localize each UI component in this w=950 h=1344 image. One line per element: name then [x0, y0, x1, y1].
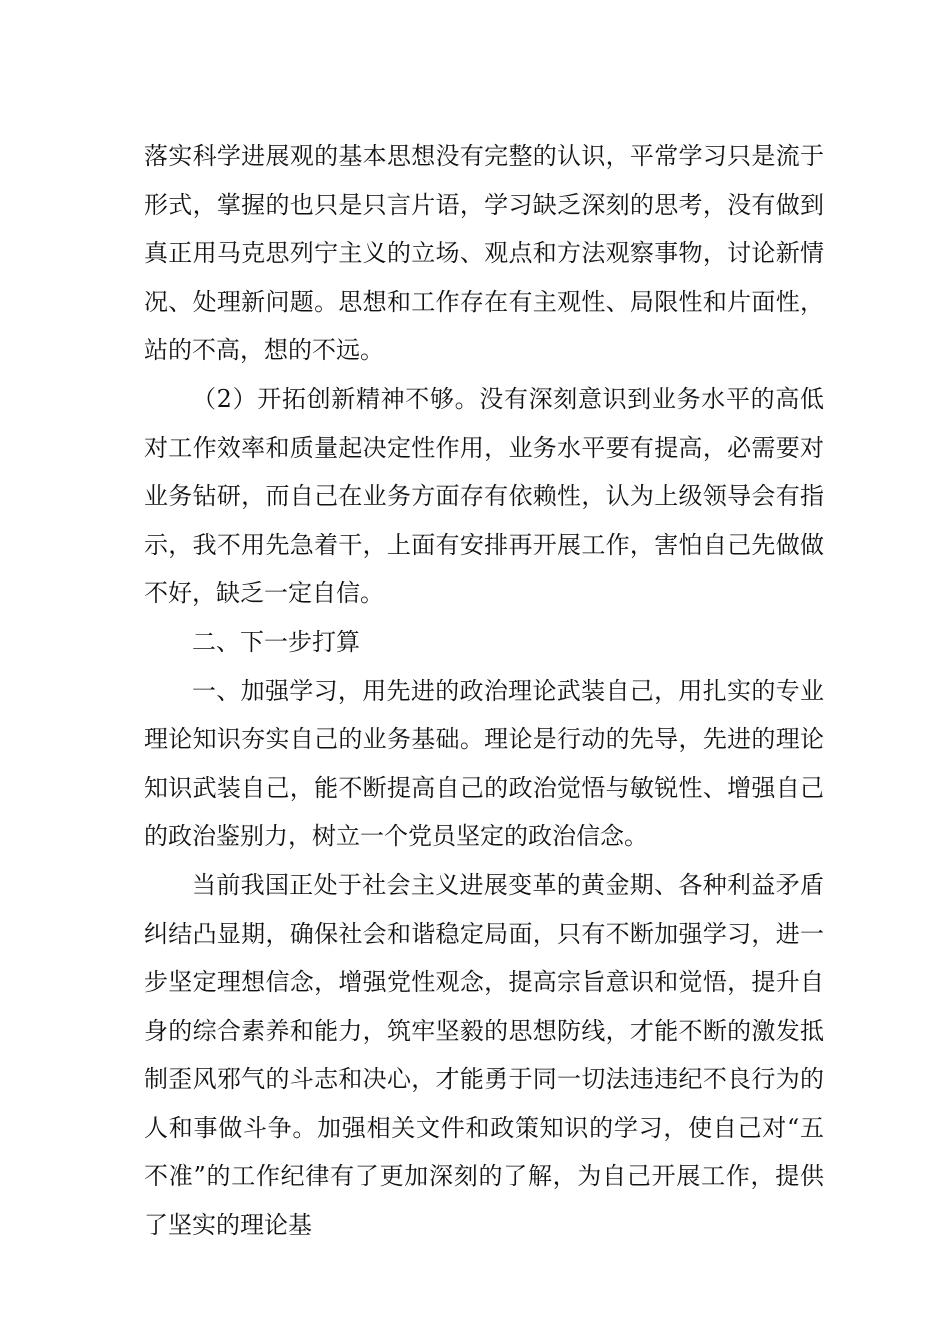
- paragraph-strengthen-study: 一、加强学习，用先进的政治理论武装自己，用扎实的专业理论知识夯实自己的业务基础。理论是行动的先导，先进的理论知识武装自己，能不断提高自己的政治觉悟与敏锐性、增强自己的政治鉴别力，树立一个党员坚定的政治信念。: [144, 676, 824, 851]
- paragraph-continued-thought: 落实科学进展观的基本思想没有完整的认识，平常学习只是流于形式，掌握的也只是只言片语，学习缺乏深刻的思考，没有做到真正用马克思列宁主义的立场、观点和方法观察事物，讨论新情况、处理新问题。思想和工作存在有主观性、局限性和片面性，站的不高，想的不远。: [144, 142, 824, 365]
- section-heading-next-steps: 二、下一步打算: [192, 627, 360, 656]
- paragraph-innovation-spirit: （2）开拓创新精神不够。没有深刻意识到业务水平的高低对工作效率和质量起决定性作用，业务水平要有提高，必需要对业务钻研，而自己在业务方面存有依赖性，认为上级领导会有指示，我不用先急着干，上面有安排再开展工作，害怕自己先做做不好，缺乏一定自信。: [144, 384, 824, 608]
- document-body: [144, 132, 824, 1250]
- paragraph-current-situation: 当前我国正处于社会主义进展变革的黄金期、各种利益矛盾纠结凸显期，确保社会和谐稳定局面，只有不断加强学习，进一步坚定理想信念，增强党性观念，提高宗旨意识和觉悟，提升自身的综合素养和能力，筑牢坚毅的思想防线，才能不断的激发抵制歪风邪气的斗志和决心，才能勇于同一切法违违纪不良行为的人和事做斗争。加强相关文件和政策知识的学习，使自己对“五不准”的工作纪律有了更加深刻的了解，为自己开展工作，提供了坚实的理论基: [144, 870, 824, 1240]
